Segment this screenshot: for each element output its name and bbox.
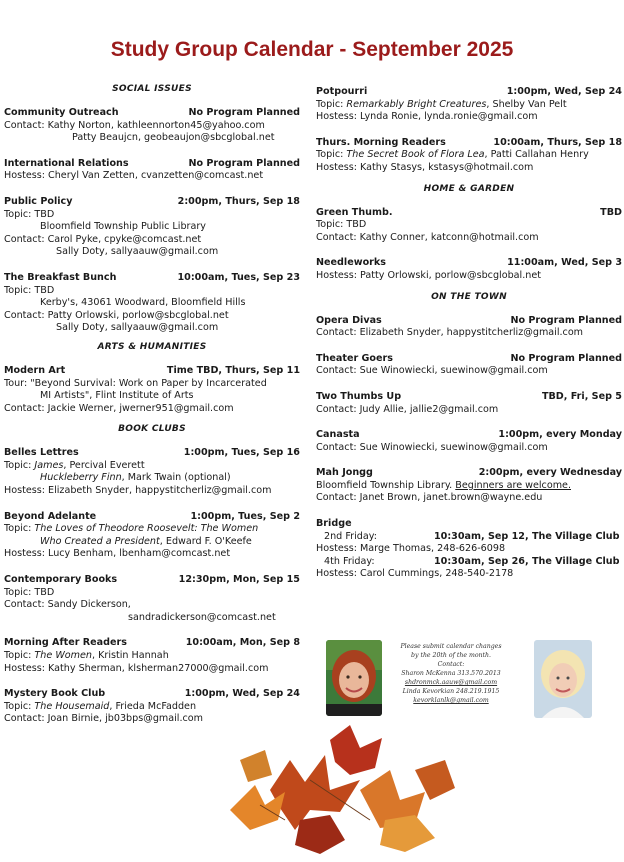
entry-contact: Contact: Sandy Dickerson, bbox=[4, 599, 131, 611]
entry-when: 11:00am, Wed, Sep 3 bbox=[507, 257, 622, 269]
entry-when: 1:00pm, every Monday bbox=[498, 429, 622, 441]
entry-name: Modern Art bbox=[4, 364, 66, 376]
book-author: , Edward F. O'Keefe bbox=[159, 535, 252, 547]
bridge-hostess-2: Hostess: Carol Cummings, 248-540-2178 bbox=[316, 568, 514, 580]
right-column bbox=[316, 86, 622, 594]
entry-topic: Topic: TBD bbox=[316, 219, 367, 231]
entry-contact: Contact: Sue Winowiecki, suewinow@gmail.com bbox=[316, 441, 548, 453]
entry-when: 10:00am, Thurs, Sep 18 bbox=[493, 136, 622, 148]
book-author: , Percival Everett bbox=[63, 459, 145, 471]
bridge-day-1: 2nd Friday: bbox=[324, 530, 377, 542]
topic-label: Topic: bbox=[4, 650, 35, 661]
entry-hostess: Hostess: Lynda Ronie, lynda.ronie@gmail.com bbox=[316, 111, 538, 123]
entry-international-relations bbox=[4, 158, 300, 183]
entry-contact-2: Sally Doty, sallyaauw@gmail.com bbox=[56, 322, 219, 334]
entry-name: Contemporary Books bbox=[4, 574, 118, 586]
topic-label: Topic: bbox=[316, 149, 347, 161]
entry-when: 10:00am, Tues, Sep 23 bbox=[177, 271, 300, 283]
entry-name: Green Thumb. bbox=[316, 206, 393, 218]
entry-when: 1:00pm, Wed, Sep 24 bbox=[184, 688, 300, 700]
entry-when: 2:00pm, Thurs, Sep 18 bbox=[177, 195, 300, 207]
entry-hostess: Hostess: Kathy Stasys, kstasys@hotmail.com bbox=[316, 161, 534, 173]
entry-mah-jongg bbox=[316, 467, 622, 505]
autumn-leaves-illustration bbox=[210, 720, 470, 858]
entry-when: TBD, Fri, Sep 5 bbox=[541, 390, 622, 402]
book-author-2: , Mark Twain (optional) bbox=[121, 472, 231, 484]
entry-location: Bloomfield Township Library. bbox=[316, 479, 456, 491]
notice-email: shdronmck.aauw@gmail.com bbox=[404, 679, 498, 686]
entry-when: No Program Planned bbox=[510, 314, 622, 326]
entry-needleworks bbox=[316, 257, 622, 282]
entry-when: 10:00am, Mon, Sep 8 bbox=[185, 637, 300, 649]
entry-location: Kerby's, 43061 Woodward, Bloomfield Hills bbox=[40, 297, 246, 309]
entry-contact: Contact: Sue Winowiecki, suewinow@gmail.com bbox=[316, 365, 548, 377]
entry-contact-2: Patty Beaujcn, geobeaujon@sbcglobal.net bbox=[72, 132, 275, 144]
entry-hostess: Hostess: Lucy Benham, lbenham@comcast.net bbox=[4, 548, 231, 560]
calendar-changes-notice bbox=[376, 642, 526, 705]
book-title: The Secret Book of Flora Lea bbox=[346, 149, 485, 161]
section-book-clubs: BOOK CLUBS bbox=[118, 424, 186, 435]
entry-name: Beyond Adelante bbox=[4, 510, 97, 522]
entry-contact: Contact: Kathy Conner, katconn@hotmail.com bbox=[316, 231, 539, 243]
page-title: Study Group Calendar - September 2025 bbox=[110, 38, 514, 61]
entry-contact: Contact: Carol Pyke, cpyke@comcast.net bbox=[4, 233, 202, 245]
book-title-2: Huckleberry Finn bbox=[40, 472, 122, 484]
entry-name: Bridge bbox=[316, 518, 352, 530]
entry-thurs-morning-readers bbox=[316, 137, 622, 175]
entry-when: 1:00pm, Tues, Sep 2 bbox=[190, 510, 300, 522]
entry-when: No Program Planned bbox=[188, 157, 300, 169]
book-author: , Frieda McFadden bbox=[109, 700, 197, 712]
book-title: James bbox=[34, 459, 64, 471]
entry-contemporary-books bbox=[4, 574, 300, 624]
book-author: , Kristin Hannah bbox=[92, 650, 169, 661]
entry-when: No Program Planned bbox=[510, 352, 622, 364]
entry-contact-2: Sally Doty, sallyaauw@gmail.com bbox=[56, 246, 219, 258]
entry-name: Theater Goers bbox=[316, 352, 393, 364]
entry-contact: Contact: Patty Orlowski, porlow@sbcglobal.net bbox=[4, 309, 229, 321]
entry-contact: Contact: Kathy Norton, kathleennorton45@yahoo.com bbox=[4, 119, 265, 131]
bridge-time-1: 10:30am, Sep 12, The Village Club bbox=[434, 530, 620, 542]
entry-beyond-adelante bbox=[4, 511, 300, 561]
beginners-note: Beginners are welcome. bbox=[455, 479, 571, 491]
entry-name: Canasta bbox=[316, 429, 360, 441]
book-title: The Loves of Theodore Roosevelt: The Women bbox=[34, 523, 259, 535]
entry-public-policy bbox=[4, 196, 300, 259]
entry-topic: Topic: TBD bbox=[4, 208, 55, 220]
entry-potpourri bbox=[316, 86, 622, 124]
book-author: , Patti Callahan Henry bbox=[484, 149, 589, 161]
entry-when: No Program Planned bbox=[188, 107, 300, 118]
entry-when: 1:00pm, Wed, Sep 24 bbox=[506, 86, 622, 97]
entry-theater-goers bbox=[316, 353, 622, 378]
left-column bbox=[4, 84, 300, 739]
entry-two-thumbs-up bbox=[316, 391, 622, 416]
entry-name: Community Outreach bbox=[4, 107, 119, 118]
entry-name: Opera Divas bbox=[316, 314, 382, 326]
notice-line: Sharon McKenna 313.570.2013 bbox=[401, 670, 501, 677]
entry-contact: Contact: Judy Allie, jallie2@gmail.com bbox=[316, 403, 499, 415]
entry-tour: Tour: "Beyond Survival: Work on Paper by Incarcerated bbox=[4, 377, 267, 389]
section-social-issues: SOCIAL ISSUES bbox=[112, 84, 192, 94]
book-title-2: Who Created a President bbox=[40, 535, 160, 547]
bridge-hostess-1: Hostess: Marge Thomas, 248-626-6098 bbox=[316, 543, 506, 555]
entry-bridge bbox=[316, 518, 622, 581]
entry-name: Belles Lettres bbox=[4, 447, 79, 459]
entry-name: Morning After Readers bbox=[4, 637, 127, 649]
topic-label: Topic: bbox=[4, 700, 35, 712]
entry-modern-art bbox=[4, 365, 300, 415]
entry-when: 12:30pm, Mon, Sep 15 bbox=[178, 574, 300, 586]
section-home-garden: HOME & GARDEN bbox=[423, 183, 515, 194]
entry-breakfast-bunch bbox=[4, 272, 300, 335]
entry-when: TBD bbox=[600, 206, 622, 218]
entry-canasta bbox=[316, 429, 622, 454]
notice-line: by the 20th of the month. bbox=[411, 652, 491, 659]
entry-topic: Topic: TBD bbox=[4, 586, 55, 598]
entry-tour-2: MI Artists", Flint Institute of Arts bbox=[40, 390, 194, 402]
contact-photo-sharon bbox=[326, 640, 382, 716]
topic-label: Topic: bbox=[4, 523, 35, 535]
bridge-day-2: 4th Friday: bbox=[324, 555, 375, 567]
entry-belles-lettres bbox=[4, 447, 300, 497]
entry-name: Potpourri bbox=[316, 86, 368, 97]
notice-email: kevorklanlk@gmail.com bbox=[413, 697, 489, 704]
entry-name: International Relations bbox=[4, 157, 129, 169]
book-title: Remarkably Bright Creatures bbox=[346, 98, 487, 110]
entry-green-thumb bbox=[316, 207, 622, 245]
entry-contact: Contact: Jackie Werner, jwerner951@gmail.com bbox=[4, 402, 234, 414]
entry-contact: Contact: Elizabeth Snyder, happystitcherliz@gmail.com bbox=[316, 327, 584, 339]
entry-hostess: Hostess: Elizabeth Snyder, happystitcherliz@gmail.com bbox=[4, 485, 272, 497]
entry-name: The Breakfast Bunch bbox=[4, 271, 117, 283]
notice-line: Linda Kevorkian 248.219.1915 bbox=[402, 688, 500, 695]
entry-hostess: Hostess: Patty Orlowski, porlow@sbcglobal.net bbox=[316, 269, 541, 281]
contact-photo-linda bbox=[534, 640, 592, 718]
entry-contact: Contact: Joan Birnie, jb03bps@gmail.com bbox=[4, 713, 204, 725]
entry-hostess: Hostess: Kathy Sherman, klsherman27000@gmail.com bbox=[4, 662, 269, 674]
entry-name: Public Policy bbox=[4, 195, 73, 207]
entry-community-outreach bbox=[4, 107, 300, 145]
topic-label: Topic: bbox=[4, 459, 35, 471]
entry-when: Time TBD, Thurs, Sep 11 bbox=[166, 364, 300, 376]
book-title: The Housemaid bbox=[34, 700, 110, 712]
entry-name: Needleworks bbox=[316, 257, 386, 269]
entry-name: Mah Jongg bbox=[316, 467, 373, 479]
entry-contact: Contact: Janet Brown, janet.brown@wayne.edu bbox=[316, 492, 543, 504]
entry-name: Two Thumbs Up bbox=[316, 390, 402, 402]
bridge-time-2: 10:30am, Sep 26, The Village Club bbox=[434, 555, 620, 567]
entry-opera-divas bbox=[316, 315, 622, 340]
entry-location: Bloomfield Township Public Library bbox=[40, 221, 206, 233]
topic-label: Topic: bbox=[316, 98, 347, 110]
entry-name: Thurs. Morning Readers bbox=[316, 136, 446, 148]
book-author: , Shelby Van Pelt bbox=[486, 98, 567, 110]
book-title: The Women bbox=[34, 650, 92, 661]
notice-line: Contact: bbox=[437, 661, 465, 668]
entry-when: 1:00pm, Tues, Sep 16 bbox=[183, 447, 300, 459]
entry-topic: Topic: TBD bbox=[4, 284, 55, 296]
section-arts-humanities: ARTS & HUMANITIES bbox=[97, 341, 207, 352]
notice-line: Please submit calendar changes bbox=[400, 643, 502, 650]
entry-contact-email: sandradickerson@comcast.net bbox=[128, 611, 276, 623]
entry-hostess: Hostess: Cheryl Van Zetten, cvanzetten@comcast.net bbox=[4, 170, 264, 182]
entry-when: 2:00pm, every Wednesday bbox=[478, 467, 622, 479]
section-on-the-town: ON THE TOWN bbox=[431, 291, 507, 302]
entry-morning-after-readers bbox=[4, 637, 300, 675]
entry-name: Mystery Book Club bbox=[4, 688, 106, 700]
